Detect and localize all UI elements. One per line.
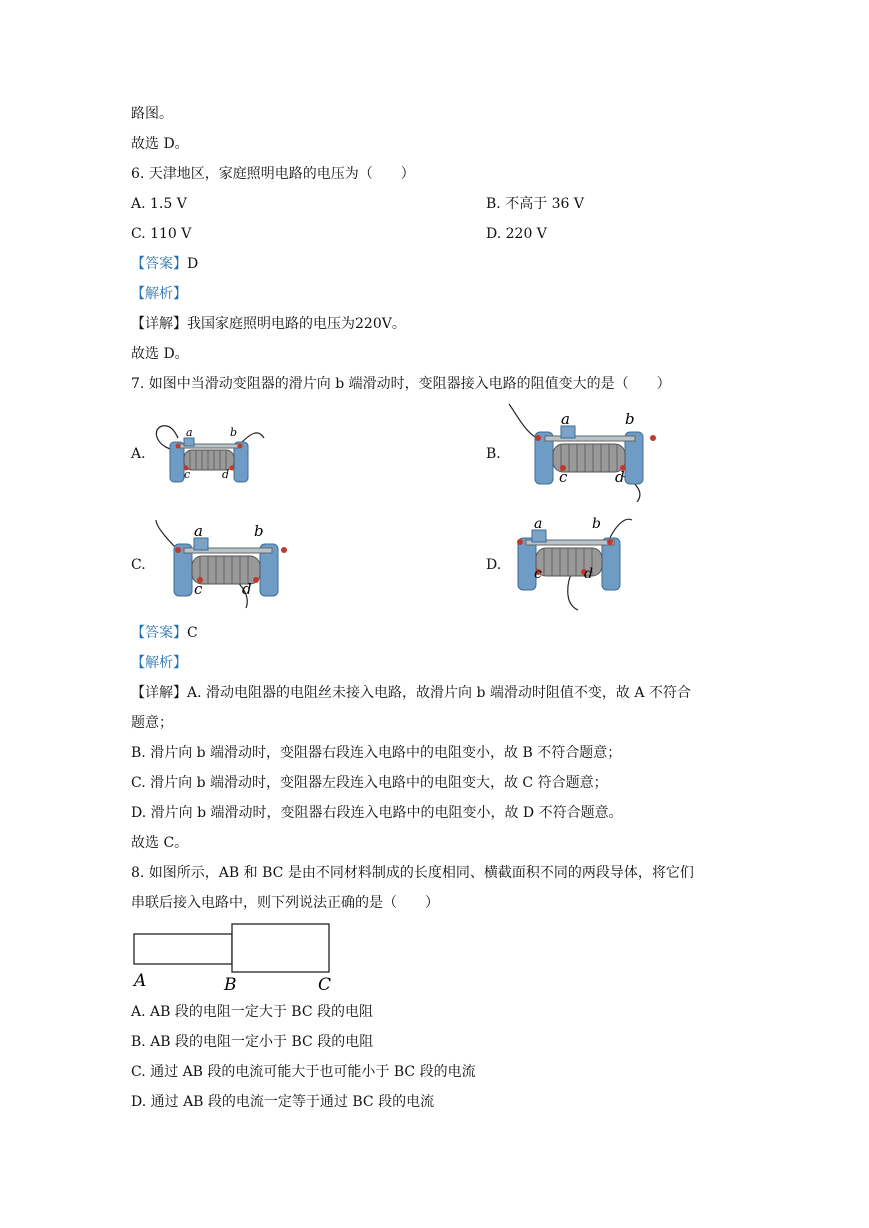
q8-option-a: A. AB 段的电阻一定大于 BC 段的电阻 xyxy=(131,1004,374,1020)
rheostat-figure-a xyxy=(150,420,270,490)
label-A: A xyxy=(134,971,147,991)
q6-option-c: C. 110 V xyxy=(131,226,192,242)
label-C: C xyxy=(318,975,332,994)
label-d: d xyxy=(584,566,593,582)
q8-option-c: C. 通过 AB 段的电流可能大于也可能小于 BC 段的电流 xyxy=(131,1064,476,1080)
question-7: 7. 如图中当滑动变阻器的滑片向 b 端滑动时，变阻器接入电路的阻值变大的是（ ） xyxy=(131,376,671,392)
detail-7a-cont: 题意； xyxy=(131,715,173,731)
label-a: a xyxy=(194,522,203,540)
answer-6 xyxy=(131,254,198,274)
answer-value: C xyxy=(187,625,198,641)
analysis-tag-6: 【解析】 xyxy=(131,286,187,302)
q6-option-b: B. 不高于 36 V xyxy=(486,196,585,212)
q7-option-a-label: A. xyxy=(131,446,146,462)
question-8-cont: 串联后接入电路中，则下列说法正确的是（ ） xyxy=(131,895,439,911)
label-c: c xyxy=(534,566,542,582)
detail-7b: B. 滑片向 b 端滑动时，变阻器右段连入电路中的电阻变小，故 B 不符合题意； xyxy=(131,745,622,761)
answer-7 xyxy=(131,623,198,643)
q7-option-d-label: D. xyxy=(486,557,502,573)
text-line: 故选 D。 xyxy=(131,136,189,152)
conductor-ab xyxy=(134,934,232,964)
label-a: a xyxy=(561,410,570,428)
answer-tag: 【答案】 xyxy=(131,256,187,272)
detail-7a: 【详解】A. 滑动电阻器的电阻丝未接入电路，故滑片向 b 端滑动时阻值不变，故 A 不符合 xyxy=(131,685,691,701)
selection-7: 故选 C。 xyxy=(131,835,189,851)
detail-7d: D. 滑片向 b 端滑动时，变阻器右段连入电路中的电阻变小，故 D 不符合题意。 xyxy=(131,805,623,821)
q6-option-a: A. 1.5 V xyxy=(131,196,187,212)
question-6: 6. 天津地区，家庭照明电路的电压为（ ） xyxy=(131,166,415,182)
analysis-tag-7: 【解析】 xyxy=(131,655,187,671)
rheostat-figure-c xyxy=(148,518,298,610)
q7-option-c-label: C. xyxy=(131,557,146,573)
label-b: b xyxy=(592,516,601,532)
selection-6: 故选 D。 xyxy=(131,346,189,362)
label-d: d xyxy=(222,468,230,481)
label-b: b xyxy=(230,426,238,439)
q8-option-b: B. AB 段的电阻一定小于 BC 段的电阻 xyxy=(131,1034,374,1050)
detail-6: 【详解】我国家庭照明电路的电压为220V。 xyxy=(131,316,406,332)
text-line: 路图。 xyxy=(131,106,173,122)
q8-option-d: D. 通过 AB 段的电流一定等于通过 BC 段的电流 xyxy=(131,1094,435,1110)
question-8: 8. 如图所示，AB 和 BC 是由不同材料制成的长度相同、横截面积不同的两段导体，将它们 xyxy=(131,865,694,881)
label-a: a xyxy=(186,426,193,439)
label-d: d xyxy=(615,468,625,486)
label-b: b xyxy=(254,522,264,540)
answer-value: D xyxy=(187,256,199,272)
label-c: c xyxy=(194,580,203,598)
conductor-bc xyxy=(232,924,329,972)
detail-7c: C. 滑片向 b 端滑动时，变阻器左段连入电路中的电阻变大，故 C 符合题意； xyxy=(131,775,608,791)
label-c: c xyxy=(184,468,191,481)
label-c: c xyxy=(559,468,568,486)
rheostat-figure-d xyxy=(508,512,658,614)
label-d: d xyxy=(242,580,252,598)
answer-tag: 【答案】 xyxy=(131,625,187,641)
q7-option-b-label: B. xyxy=(486,446,501,462)
label-b: b xyxy=(625,410,635,428)
label-a: a xyxy=(534,516,543,532)
q6-option-d: D. 220 V xyxy=(486,226,547,242)
conductor-figure xyxy=(128,920,343,994)
label-B: B xyxy=(224,975,237,994)
rheostat-figure-b xyxy=(505,402,660,502)
